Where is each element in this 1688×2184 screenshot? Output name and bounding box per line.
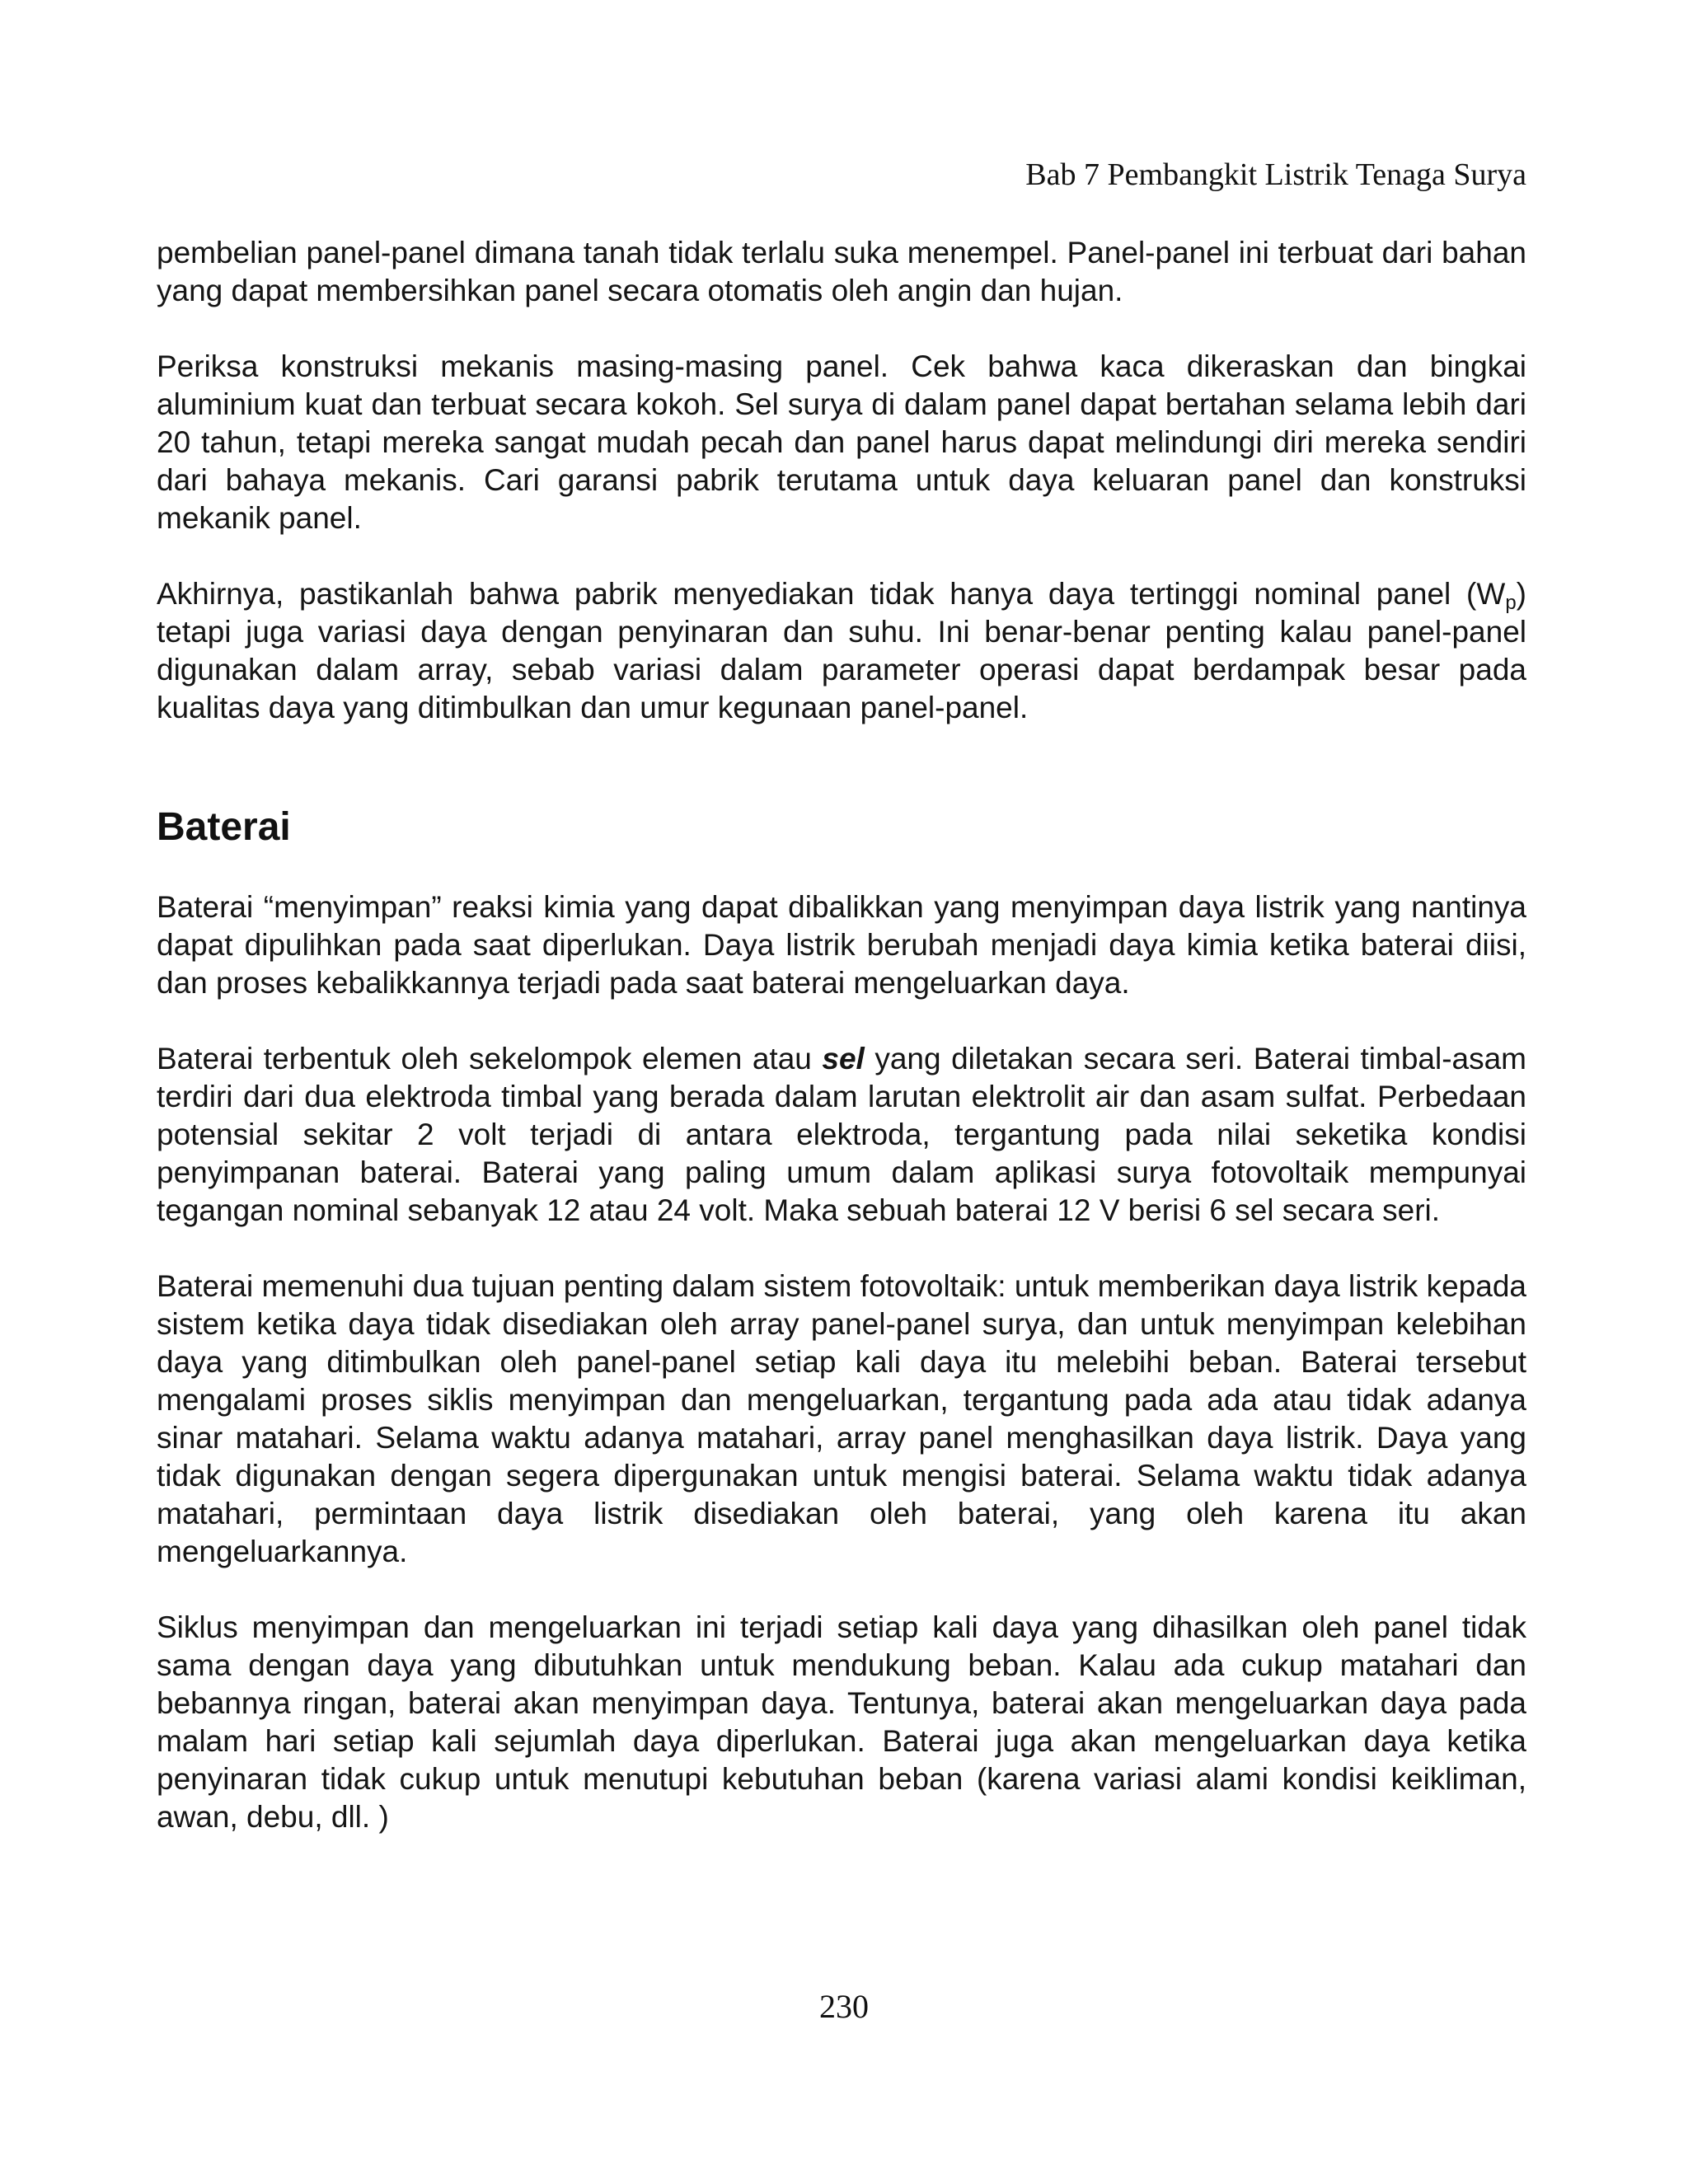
paragraph	[157, 575, 1526, 727]
paragraph: Siklus menyimpan dan mengeluarkan ini terjadi setiap kali daya yang dihasilkan oleh panel tidak sama dengan daya yang dibutuhkan untuk mendukung beban. Kalau ada cukup matahari dan bebannya ringan, baterai akan menyimpan daya. Tentunya, baterai akan mengeluarkan daya pada malam hari setiap kali sejumlah daya diperlukan. Baterai juga akan mengeluarkan daya ketika penyinaran tidak cukup untuk menutupi kebutuhan beban (karena variasi alami kondisi keikliman, awan, debu, dll. )	[157, 1610, 1526, 1834]
paragraph-text: Baterai terbentuk oleh sekelompok elemen atau	[157, 1042, 823, 1076]
emphasized-term: sel	[822, 1042, 865, 1076]
paragraph-text: Akhirnya, pastikanlah bahwa pabrik menyediakan tidak hanya daya tertinggi nominal panel (W	[157, 577, 1506, 611]
paragraph: Baterai “menyimpan” reaksi kimia yang dapat dibalikkan yang menyimpan daya listrik yang nantinya dapat dipulihkan pada saat diperlukan. Daya listrik berubah menjadi daya kimia ketika baterai diisi, dan proses kebalikkannya terjadi pada saat baterai mengeluarkan daya.	[157, 890, 1526, 1000]
paragraph	[157, 1040, 1526, 1230]
page-number: 230	[819, 1988, 869, 2025]
paragraph: pembelian panel-panel dimana tanah tidak terlalu suka menempel. Panel-panel ini terbuat dari bahan yang dapat membersihkan panel secara otomatis oleh angin dan hujan.	[157, 236, 1526, 307]
paragraph-text: yang diletakan secara seri. Baterai timbal-asam terdiri dari dua elektroda timbal yang berada dalam larutan elektrolit air dan asam sulfat. Perbedaan potensial sekitar 2 volt terjadi di antara elektroda, tergantung pada nilai seketika kondisi penyimpanan baterai. Baterai yang paling umum dalam aplikasi surya fotovoltaik mempunyai tegangan nominal sebanyak 12 atau 24 volt. Maka sebuah baterai 12 V berisi 6 sel secara seri.	[157, 1042, 1526, 1227]
paragraph: Baterai memenuhi dua tujuan penting dalam sistem fotovoltaik: untuk memberikan daya listrik kepada sistem ketika daya tidak disediakan oleh array panel-panel surya, dan untuk menyimpan kelebihan daya yang ditimbulkan oleh panel-panel setiap kali daya itu melebihi beban. Baterai tersebut mengalami proses siklis menyimpan dan mengeluarkan, tergantung pada ada atau tidak adanya sinar matahari. Selama waktu adanya matahari, array panel menghasilkan daya listrik. Daya yang tidak digunakan dengan segera dipergunakan untuk mengisi baterai. Selama waktu tidak adanya matahari, permintaan daya listrik disediakan oleh baterai, yang oleh karena itu akan mengeluarkannya.	[157, 1269, 1526, 1568]
paragraph-text: ) tetapi juga variasi daya dengan penyinaran dan suhu. Ini benar-benar penting kalau panel-panel digunakan dalam array, sebab variasi dalam parameter operasi dapat berdampak besar pada kualitas daya yang ditimbulkan dan umur kegunaan panel-panel.	[157, 577, 1526, 724]
paragraph: Periksa konstruksi mekanis masing-masing panel. Cek bahwa kaca dikeraskan dan bingkai aluminium kuat dan terbuat secara kokoh. Sel surya di dalam panel dapat bertahan selama lebih dari 20 tahun, tetapi mereka sangat mudah pecah dan panel harus dapat melindungi diri mereka sendiri dari bahaya mekanis. Cari garansi pabrik terutama untuk daya keluaran panel dan konstruksi mekanik panel.	[157, 349, 1526, 535]
page-content	[157, 234, 1526, 1874]
running-header: Bab 7 Pembangkit Listrik Tenaga Surya	[1025, 157, 1526, 192]
subscript: p	[1505, 592, 1517, 614]
section-heading: Baterai	[157, 805, 291, 849]
